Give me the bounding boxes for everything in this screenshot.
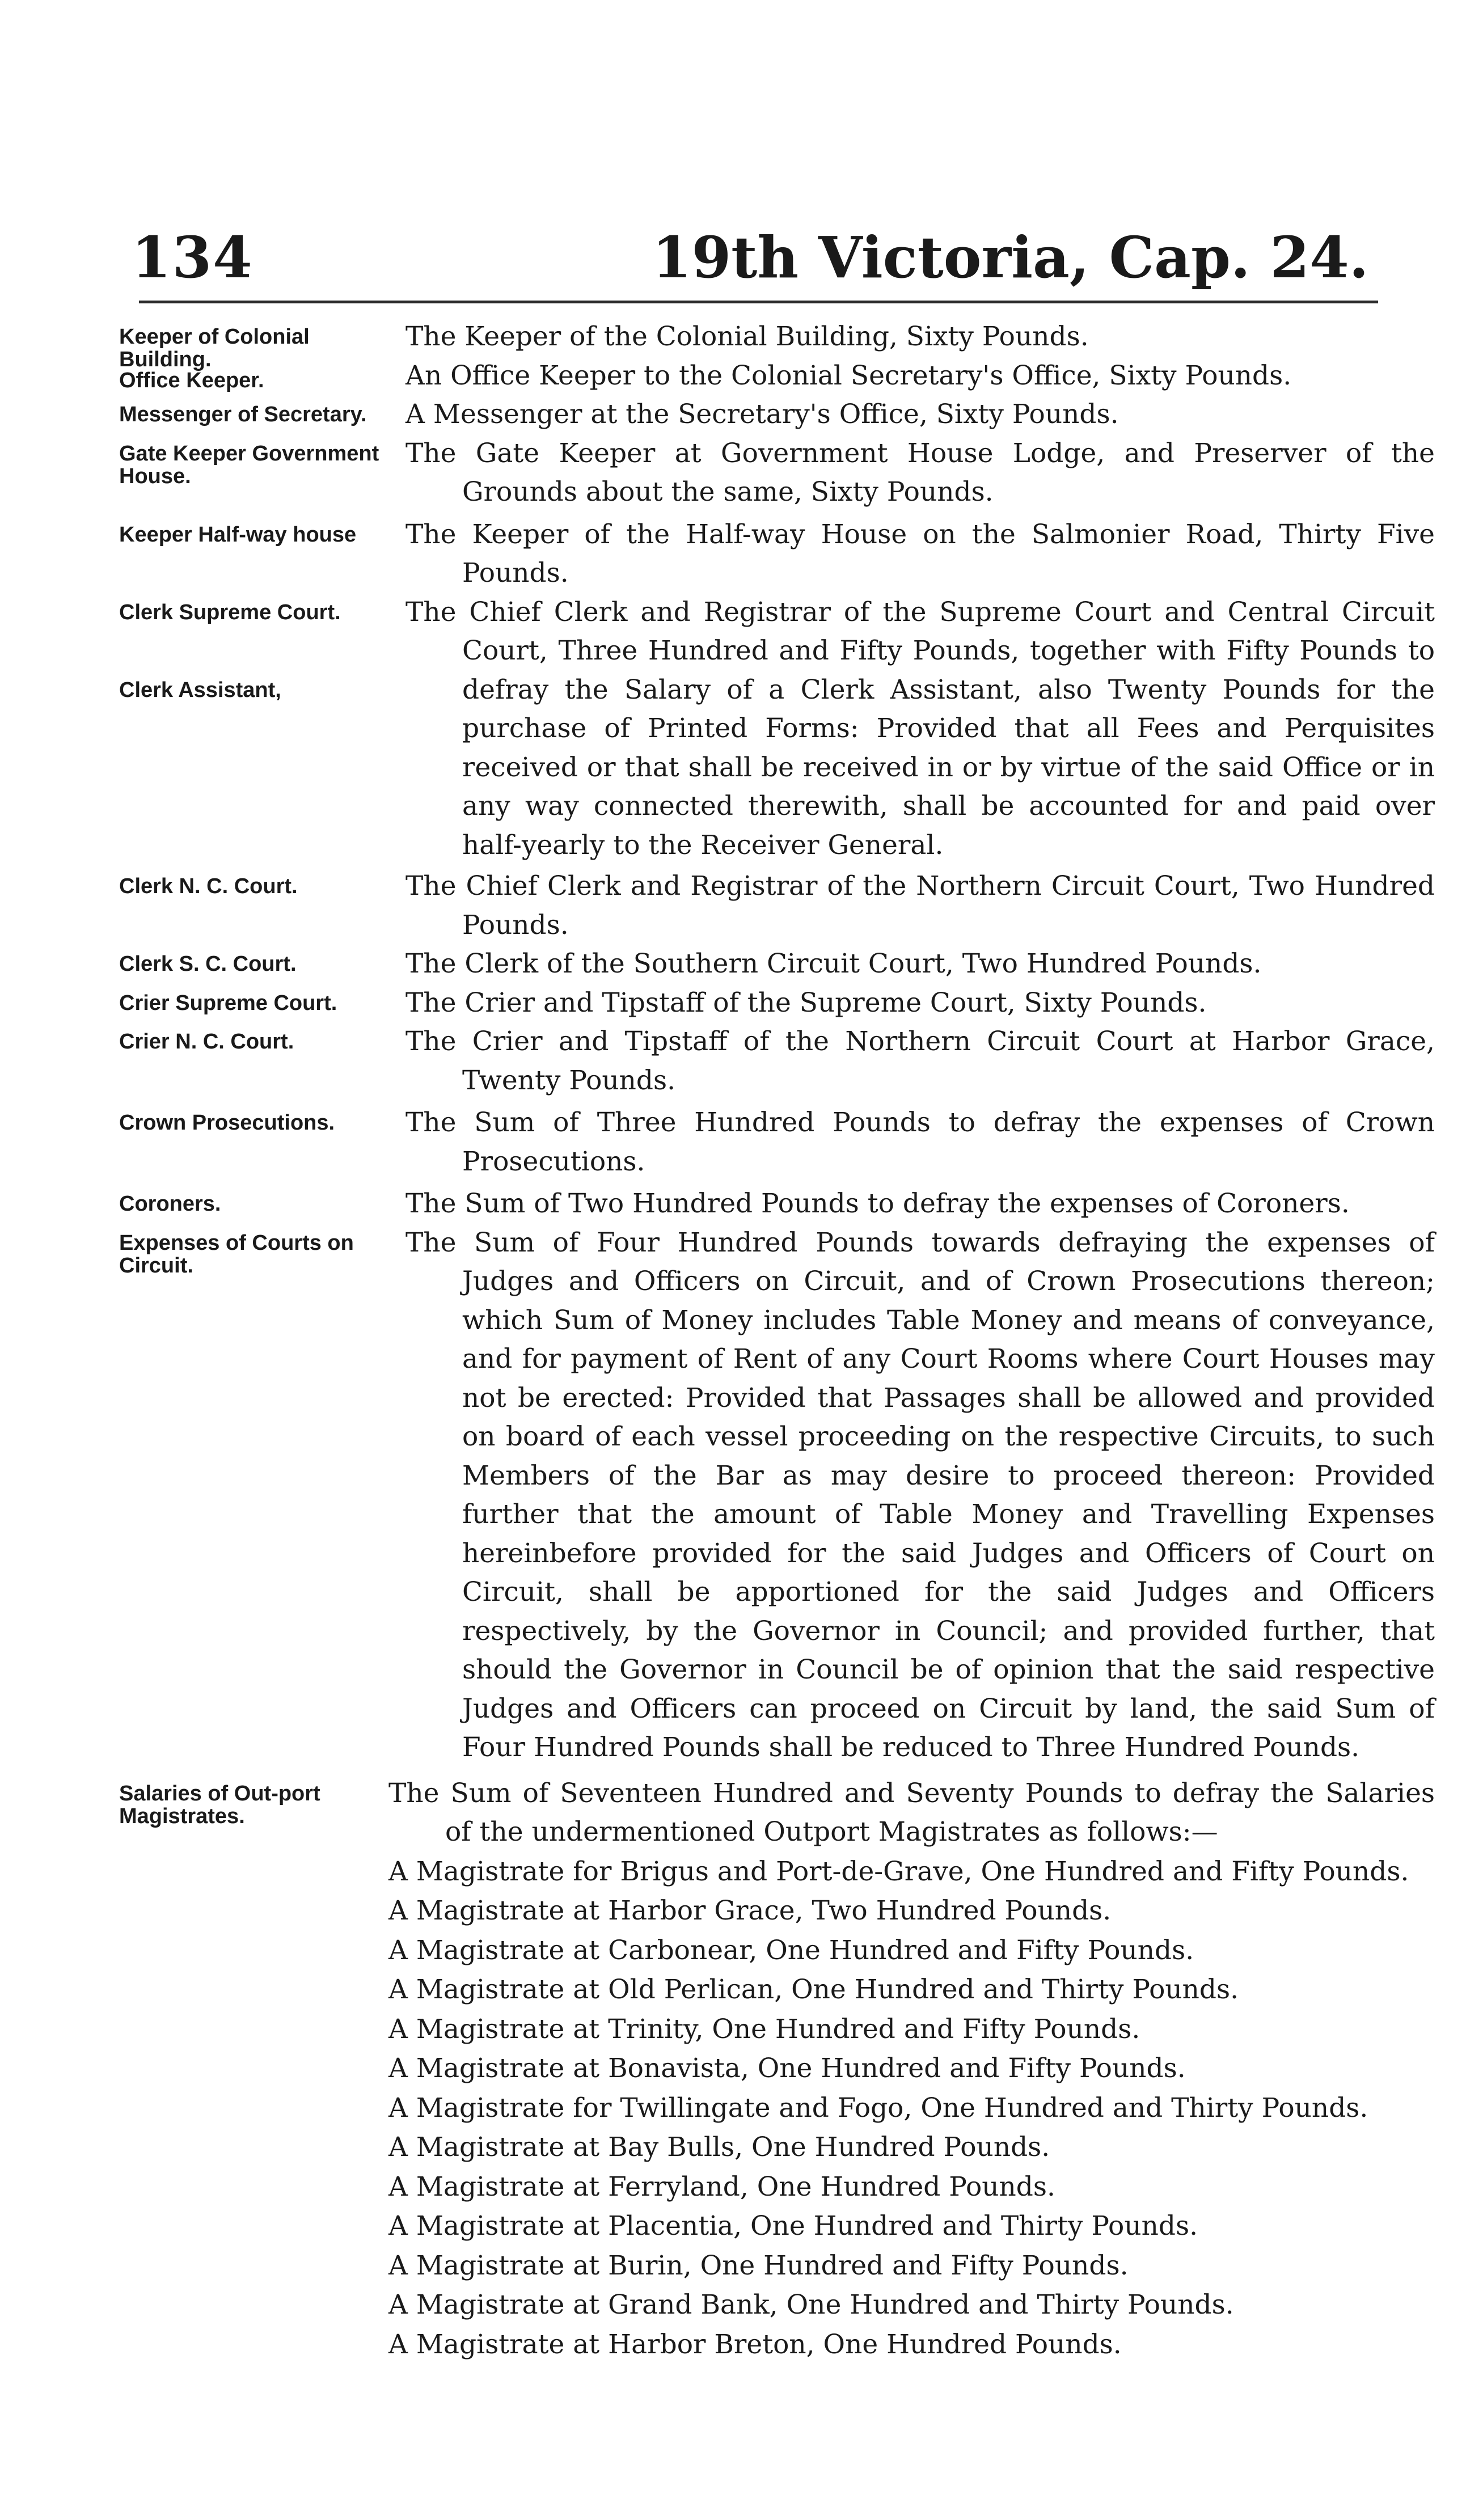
magistrate-list bbox=[388, 1852, 1409, 2365]
entry-messenger-secretary bbox=[0, 395, 1466, 434]
list-item: A Magistrate at Ferryland, One Hundred Pounds. bbox=[388, 2171, 1055, 2202]
side-note: Expenses of Courts on Circuit. bbox=[119, 1231, 354, 1278]
side-note: Clerk S. C. Court. bbox=[119, 952, 297, 976]
entry-text: The Chief Clerk and Registrar of the Northern Circuit Court, Two Hundred Pounds. bbox=[405, 870, 1435, 941]
entry-text: The Keeper of the Half-way House on the Salmonier Road, Thirty Five Pounds. bbox=[405, 518, 1435, 589]
entry-text: The Crier and Tipstaff of the Supreme Court, Sixty Pounds. bbox=[405, 987, 1207, 1018]
entry-clerk-supreme-court bbox=[0, 593, 1466, 865]
list-item: A Magistrate at Carbonear, One Hundred and Fifty Pounds. bbox=[388, 1934, 1194, 1966]
side-note: Coroners. bbox=[119, 1192, 221, 1216]
side-note: Office Keeper. bbox=[119, 368, 264, 392]
entry-crier-nc-court bbox=[0, 1022, 1466, 1100]
side-note: Salaries of Out-port Magistrates. bbox=[119, 1781, 320, 1828]
list-item: A Magistrate at Harbor Grace, Two Hundred Pounds. bbox=[388, 1895, 1112, 1926]
list-item: A Magistrate at Grand Bank, One Hundred and Thirty Pounds. bbox=[388, 2289, 1234, 2320]
entry-text: An Office Keeper to the Colonial Secretary's Office, Sixty Pounds. bbox=[405, 360, 1292, 391]
list-item: A Magistrate at Old Perlican, One Hundred and Thirty Pounds. bbox=[388, 1974, 1239, 2005]
entry-gate-keeper bbox=[0, 434, 1466, 512]
entry-outport-magistrates bbox=[0, 1774, 1466, 1852]
entry-text: The Sum of Four Hundred Pounds towards defraying the expenses of Judges and Officers on Circuit, and of Crown Prosecutions thereon; which Sum of Money includes Table Money and means of conveyance, and for payment of Rent of any Court Rooms where Court Houses may not be erected: Provided that Passages shall be allowed and provided on board of each vessel proceeding on the respective Circuits, to such Members of the Bar as may desire to proceed thereon: Provided further that the amount of Table Money and Travelling Expenses hereinbefore provided for the said Judges and Officers of Court on Circuit, shall be apportioned for the said Judges and Officers respectively, by the Governor in Council; and provided further, that should the Governor in Council be of opinion that the said respective Judges and Officers can proceed on Circuit by land, the said Sum of Four Hundred Pounds shall be reduced to Three Hundred Pounds. bbox=[405, 1227, 1435, 1763]
list-item: A Magistrate at Bonavista, One Hundred and Fifty Pounds. bbox=[388, 2053, 1186, 2084]
list-item: A Magistrate at Trinity, One Hundred and Fifty Pounds. bbox=[388, 2013, 1140, 2045]
entry-expenses-courts-circuit bbox=[0, 1224, 1466, 1768]
side-note: Crier Supreme Court. bbox=[119, 991, 337, 1015]
side-note: Gate Keeper Government House. bbox=[119, 441, 379, 488]
page-body bbox=[0, 318, 1466, 2364]
entry-office-keeper bbox=[0, 357, 1466, 396]
list-item: A Magistrate for Twillingate and Fogo, One Hundred and Thirty Pounds. bbox=[388, 2092, 1368, 2124]
entry-text: The Sum of Three Hundred Pounds to defray the expenses of Crown Prosecutions. bbox=[405, 1107, 1435, 1177]
side-note: Clerk Supreme Court. bbox=[119, 600, 341, 624]
header-rule bbox=[139, 301, 1378, 303]
list-item: A Magistrate at Burin, One Hundred and Fifty Pounds. bbox=[388, 2250, 1129, 2281]
side-note: Crier N. C. Court. bbox=[119, 1030, 294, 1054]
entry-text: The Sum of Seventeen Hundred and Seventy Pounds to defray the Salaries of the undermentioned Outport Magistrates as follows:— bbox=[388, 1777, 1435, 1847]
entry-text: The Sum of Two Hundred Pounds to defray the expenses of Coroners. bbox=[405, 1188, 1350, 1219]
entry-text: The Gate Keeper at Government House Lodge, and Preserver of the Grounds about the same, Sixty Pounds. bbox=[405, 437, 1435, 508]
side-note: Messenger of Secretary. bbox=[119, 403, 367, 426]
entry-keeper-colonial-building bbox=[0, 318, 1466, 371]
list-item: A Magistrate at Bay Bulls, One Hundred Pounds. bbox=[388, 2132, 1050, 2163]
side-note: Clerk N. C. Court. bbox=[119, 874, 298, 898]
list-item: A Magistrate at Harbor Breton, One Hundred Pounds. bbox=[388, 2328, 1122, 2360]
entry-crier-supreme-court bbox=[0, 984, 1466, 1023]
entry-text: A Messenger at the Secretary's Office, Sixty Pounds. bbox=[405, 399, 1119, 430]
side-note: Keeper of Colonial Building. bbox=[119, 325, 310, 371]
side-note: Keeper Half-way house bbox=[119, 522, 357, 547]
entry-text: The Clerk of the Southern Circuit Court, Two Hundred Pounds. bbox=[405, 948, 1262, 979]
entry-keeper-half-way-house bbox=[0, 515, 1466, 593]
entry-text: The Chief Clerk and Registrar of the Supreme Court and Central Circuit Court, Three Hundred and Fifty Pounds, together with Fifty Pounds to defray the Salary of a Clerk Assistant, also Twenty Pounds for the purchase of Printed Forms: Provided that all Fees and Perquisites received or that shall be received in or by virtue of the said Office or in any way connected therewith, shall be accounted for and paid over half-yearly to the Receiver General. bbox=[405, 596, 1435, 861]
entry-text: The Crier and Tipstaff of the Northern Circuit Court at Harbor Grace, Twenty Pounds. bbox=[405, 1026, 1435, 1096]
entry-crown-prosecutions bbox=[0, 1103, 1466, 1181]
list-item: A Magistrate at Placentia, One Hundred and Thirty Pounds. bbox=[388, 2210, 1198, 2242]
entry-text: The Keeper of the Colonial Building, Sixty Pounds. bbox=[405, 321, 1089, 352]
side-note-clerk-assistant: Clerk Assistant, bbox=[119, 678, 281, 702]
page-number: 134 bbox=[132, 224, 254, 291]
list-item: A Magistrate for Brigus and Port-de-Grave, One Hundred and Fifty Pounds. bbox=[388, 1855, 1409, 1887]
running-title: 19th Victoria, Cap. 24. bbox=[652, 224, 1369, 291]
entry-clerk-nc-court bbox=[0, 867, 1466, 945]
entry-clerk-sc-court bbox=[0, 945, 1466, 984]
page-header bbox=[0, 0, 1466, 352]
side-note: Crown Prosecutions. bbox=[119, 1111, 335, 1135]
entry-coroners bbox=[0, 1185, 1466, 1224]
